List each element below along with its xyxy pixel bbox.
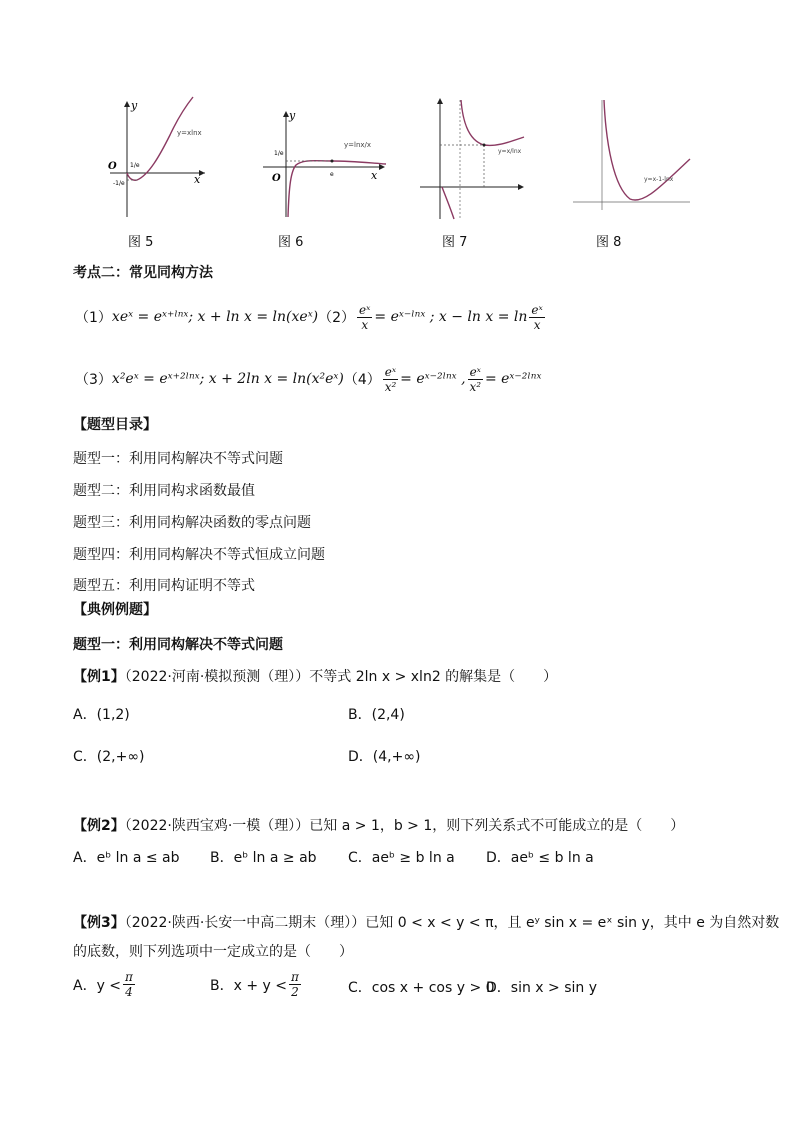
- example-3-line-2: 的底数，则下列选项中一定成立的是（ ）: [73, 944, 353, 960]
- curve-label: y=x-1-lnx: [644, 176, 674, 183]
- tick-label: e: [330, 171, 334, 178]
- curve-label: y=lnx/x: [344, 141, 372, 149]
- figure-6: [258, 105, 393, 220]
- formula-label: （1）: [75, 310, 112, 326]
- type-title: 题型一：利用同构解决不等式问题: [73, 637, 283, 653]
- option-c: C．(2,+∞): [73, 749, 145, 765]
- section-title: 考点二：常见同构方法: [73, 265, 213, 281]
- catalog-item: 题型五：利用同构证明不等式: [73, 578, 255, 594]
- option-a: A．eᵇ ln a ≤ ab: [73, 850, 180, 866]
- example-label: 【例1】: [73, 669, 125, 685]
- y-axis-label: y: [131, 99, 138, 112]
- fraction: $\frac{\text{eˣ}}{\text{x²}}$: [469, 364, 482, 394]
- option-b: B．eᵇ ln a ≥ ab: [210, 850, 317, 866]
- formula-row-2: [75, 364, 541, 394]
- fraction: $\frac{\text{eˣ}}{x}$: [359, 302, 371, 332]
- example-text: 已知 a > 1，b > 1，则下列关系式不可能成立的是（ ）: [309, 818, 685, 834]
- example-text: 不等式 2ln x > xln2 的解集是（ ）: [309, 669, 558, 685]
- figure-5-caption: 图 5: [128, 235, 154, 250]
- example-source: （2022·陕西宝鸡·一模（理））: [124, 818, 310, 834]
- formula: = eˣ⁻²ˡⁿˣ: [484, 371, 542, 387]
- catalog-title: 【题型目录】: [73, 417, 157, 433]
- origin-label: O: [108, 161, 117, 172]
- option-c: C．aeᵇ ≥ b ln a: [348, 850, 455, 866]
- example-2: [73, 815, 684, 835]
- figure-8-caption: 图 8: [596, 235, 622, 250]
- origin-label: O: [272, 173, 281, 184]
- example-text: 已知 0 < x < y < π，且 eʸ sin x = eˣ sin y，其中 e 为自然对数: [365, 915, 780, 931]
- catalog-item: 题型四：利用同构解决不等式恒成立问题: [73, 547, 325, 563]
- formula: x²eˣ = eˣ⁺²ˡⁿˣ; x + 2ln x = ln(x²eˣ): [111, 371, 344, 387]
- catalog-item: 题型三：利用同构解决函数的零点问题: [73, 515, 311, 531]
- tick-label: 1/e: [130, 162, 140, 169]
- example-label: 【例3】: [73, 915, 125, 931]
- option-b: B．x + y < $\frac{\pi}{2}$: [210, 970, 299, 999]
- formula-row-1: [75, 302, 547, 332]
- fraction: $\frac{\text{eˣ}}{\text{x²}}$: [384, 364, 397, 394]
- y-axis-label: y: [289, 109, 296, 122]
- option-d: D．sin x > sin y: [486, 980, 597, 996]
- formula-label: （2）: [318, 310, 356, 326]
- tick-label: 1/e: [274, 150, 284, 157]
- x-axis-label: x: [371, 169, 378, 182]
- option-b: B．(2,4): [348, 707, 405, 723]
- fraction: $\frac{\text{eˣ}}{x}$: [531, 302, 543, 332]
- formula: xeˣ = eˣ⁺ˡⁿˣ; x + ln x = ln(xeˣ): [111, 309, 319, 325]
- figure-5: [105, 95, 220, 220]
- figure-7-caption: 图 7: [442, 235, 468, 250]
- catalog-item: 题型一：利用同构解决不等式问题: [73, 451, 283, 467]
- option-d: D．aeᵇ ≤ b ln a: [486, 850, 594, 866]
- curve-label: y=x/lnx: [498, 148, 522, 155]
- figure-7: [418, 95, 533, 220]
- example-1: [73, 666, 557, 686]
- x-axis-label: x: [194, 173, 201, 186]
- fraction: $\frac{\pi}{4}$: [125, 970, 133, 999]
- option-d: D．(4,+∞): [348, 749, 421, 765]
- catalog-item: 题型二：利用同构求函数最值: [73, 483, 255, 499]
- example-source: （2022·陕西·长安一中高二期末（理））: [124, 915, 366, 931]
- figure-6-caption: 图 6: [278, 235, 304, 250]
- formula-label: （4）: [343, 372, 381, 388]
- option-a: A．y < $\frac{\pi}{4}$: [73, 970, 133, 999]
- curve-label: y=xlnx: [177, 129, 202, 137]
- tick-label: -1/e: [113, 180, 125, 187]
- formula: = eˣ⁻ˡⁿˣ ; x − ln x = ln: [374, 309, 528, 325]
- figure-8: [570, 95, 695, 215]
- examples-title: 【典例例题】: [73, 602, 157, 618]
- fraction: $\frac{\pi}{2}$: [291, 970, 299, 999]
- option-c: C．cos x + cos y > 0: [348, 980, 495, 996]
- example-3: [73, 912, 779, 932]
- formula-label: （3）: [75, 372, 112, 388]
- option-a: A．(1,2): [73, 707, 130, 723]
- formula: = eˣ⁻²ˡⁿˣ ,: [400, 371, 466, 387]
- example-source: （2022·河南·模拟预测（理））: [124, 669, 310, 685]
- example-label: 【例2】: [73, 818, 125, 834]
